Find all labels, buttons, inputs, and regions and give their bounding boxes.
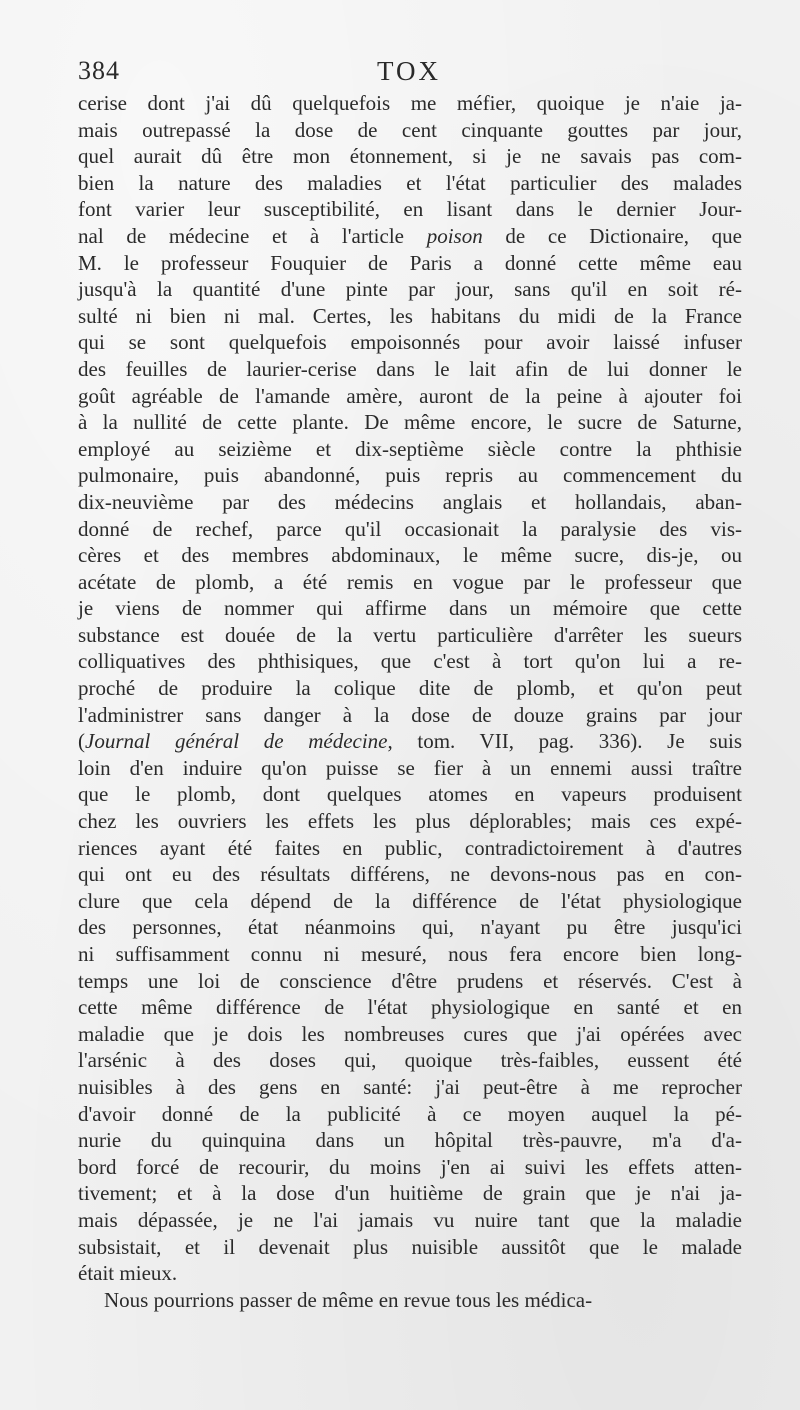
text-line: proché de produire la colique dite de plomb, et qu'on peut <box>78 676 742 701</box>
text-line: clure que cela dépend de la différence de l'état physiologique <box>78 888 742 913</box>
text-line: (Journal général de médecine, tom. VII, pag. 336). Je suis <box>78 729 742 754</box>
text-line: jusqu'à la quantité d'une pinte par jour, sans qu'il en soit ré- <box>78 277 742 302</box>
text-line: je viens de nommer qui affirme dans un mémoire que cette <box>78 596 742 621</box>
text-line: nurie du quinquina dans un hôpital très-pauvre, m'a d'a- <box>78 1128 742 1153</box>
body-text <box>78 90 742 1313</box>
text-line: font varier leur susceptibilité, en lisant dans le dernier Jour- <box>78 197 742 222</box>
text-line: des feuilles de laurier-cerise dans le lait afin de lui donner le <box>78 356 742 381</box>
text-line: qui se sont quelquefois empoisonnés pour avoir laissé infuser <box>78 330 742 355</box>
text-line: pulmonaire, puis abandonné, puis repris au commencement du <box>78 463 742 488</box>
text-line: loin d'en induire qu'on puisse se fier à un ennemi aussi traître <box>78 755 742 780</box>
text-line: colliquatives des phthisiques, que c'est à tort qu'on lui a re- <box>78 649 742 674</box>
text-line: des personnes, état néanmoins qui, n'ayant pu être jusqu'ici <box>78 915 742 940</box>
text-line: cette même différence de l'état physiologique en santé et en <box>78 995 742 1020</box>
text-line: d'avoir donné de la publicité à ce moyen auquel la pé- <box>78 1101 742 1126</box>
text-line: sulté ni bien ni mal. Certes, les habitans du midi de la France <box>78 303 742 328</box>
text-line: l'arsénic à des doses qui, quoique très-faibles, eussent été <box>78 1048 742 1073</box>
text-line: mais outrepassé la dose de cent cinquante gouttes par jour, <box>78 117 742 142</box>
italic-text: poison <box>426 223 483 248</box>
text-line: temps une loi de conscience d'être prudens et réservés. C'est à <box>78 968 742 993</box>
text-line: cerise dont j'ai dû quelquefois me méfier, quoique je n'aie ja- <box>78 91 742 115</box>
text-line: nal de médecine et à l'article poison de ce Dictionaire, que <box>78 223 742 248</box>
text-line: subsistait, et il devenait plus nuisible aussitôt que le malade <box>78 1234 742 1259</box>
text-line: bien la nature des maladies et l'état particulier des malades <box>78 170 742 195</box>
text-line: donné de rechef, parce qu'il occasionait la paralysie des vis- <box>78 516 742 541</box>
text-line: tivement; et à la dose d'un huitième de grain que je n'ai ja- <box>78 1181 742 1206</box>
text-line: maladie que je dois les nombreuses cures que j'ai opérées avec <box>78 1021 742 1046</box>
text-line: dix-neuvième par des médecins anglais et hollandais, aban- <box>78 489 742 514</box>
text-line: Nous pourrions passer de même en revue tous les médica- <box>104 1287 593 1312</box>
text-line: acétate de plomb, a été remis en vogue par le professeur que <box>78 569 742 594</box>
text-line: riences ayant été faites en public, contradictoirement à d'autres <box>78 835 742 860</box>
text-line: chez les ouvriers les effets les plus déplorables; mais ces expé- <box>78 809 742 834</box>
text-line: employé au seizième et dix-septième siècle contre la phthisie <box>78 436 742 461</box>
text-line: ni suffisamment connu ni mesuré, nous fera encore bien long- <box>78 942 742 966</box>
text-line: que le plomb, dont quelques atomes en vapeurs produisent <box>78 782 742 807</box>
text-line: cères et des membres abdominaux, le même sucre, dis-je, ou <box>78 543 742 568</box>
text-line: bord forcé de recourir, du moins j'en ai suivi les effets atten- <box>78 1154 742 1179</box>
running-head: TOX <box>376 56 441 86</box>
text-line: mais dépassée, je ne l'ai jamais vu nuire tant que la maladie <box>78 1207 742 1232</box>
text-line: qui ont eu des résultats différens, ne devons-nous pas en con- <box>78 862 742 887</box>
page-header <box>78 56 740 90</box>
text-line: goût agréable de l'amande amère, auront de la peine à ajouter foi <box>78 383 742 408</box>
text-line: nuisibles à des gens en santé: j'ai peut-être à me reprocher <box>78 1074 742 1099</box>
text-line: était mieux. <box>78 1261 178 1286</box>
text-line: M. le professeur Fouquier de Paris a donné cette même eau <box>78 250 742 275</box>
text-line: substance est douée de la vertu particulière d'arrêter les sueurs <box>78 622 742 647</box>
text-line: quel aurait dû être mon étonnement, si je ne savais pas com- <box>78 144 742 169</box>
text-line: l'administrer sans danger à la dose de douze grains par jour <box>78 702 742 727</box>
page-number: 384 <box>78 56 120 85</box>
italic-text: Journal général de médecine <box>85 729 388 754</box>
text-line: à la nullité de cette plante. De même encore, le sucre de Saturne, <box>78 410 742 435</box>
